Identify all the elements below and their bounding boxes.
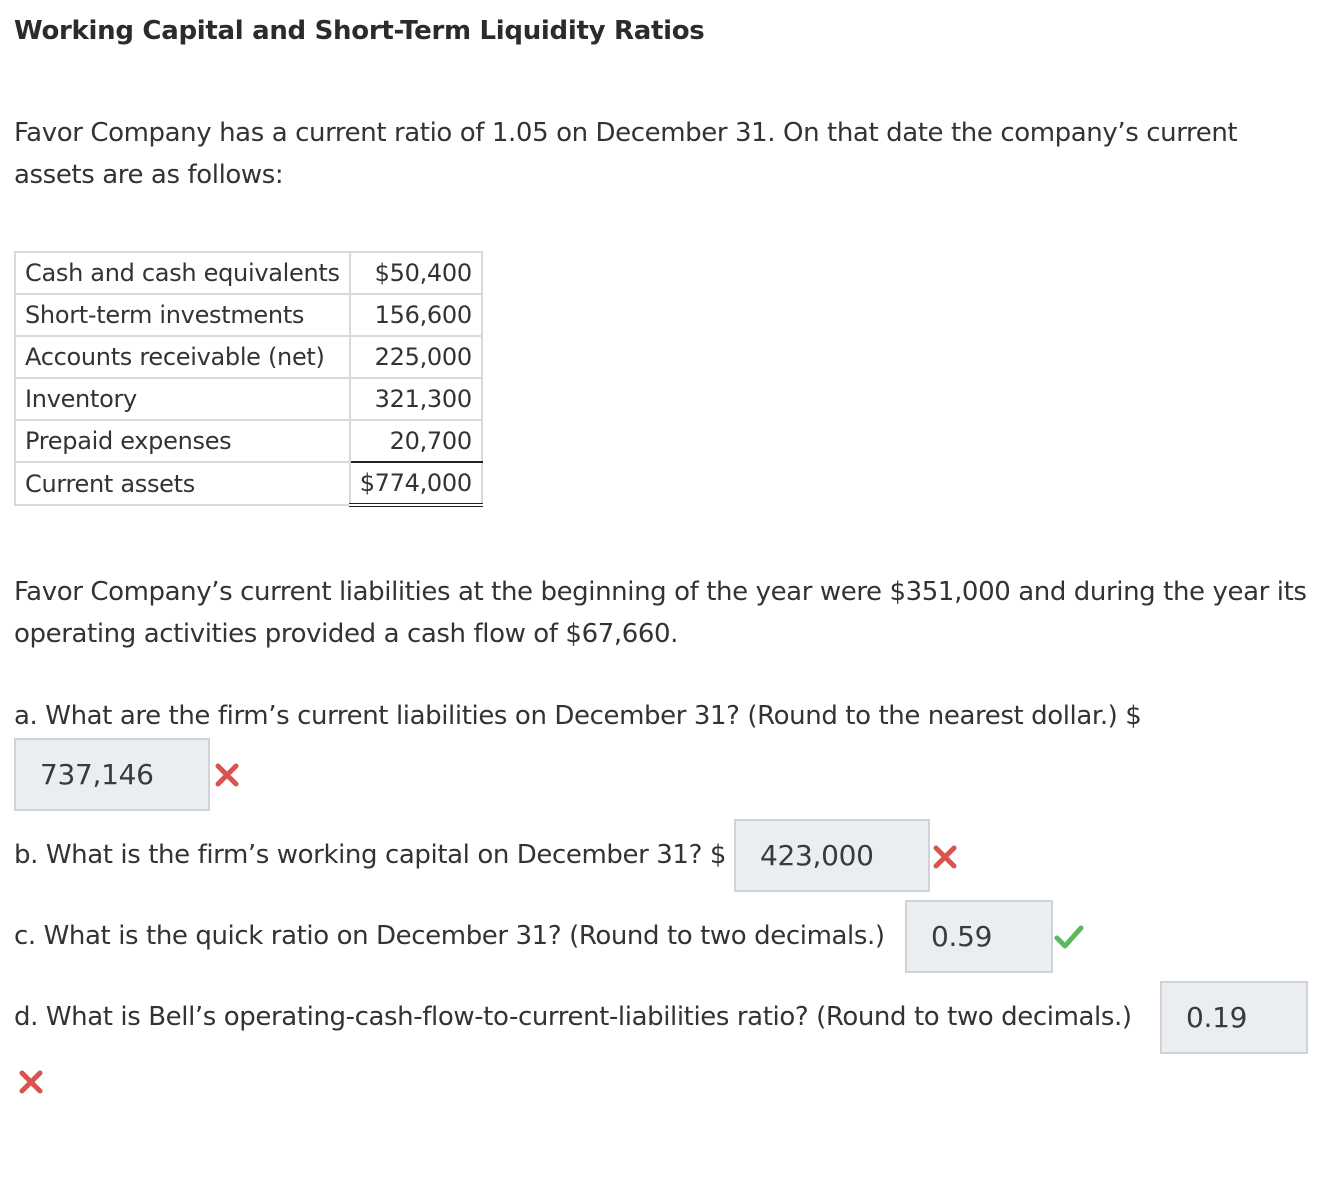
table-row [15,420,482,462]
answer-a-input[interactable]: 737,146 [14,738,210,811]
intro-paragraph: Favor Company has a current ratio of 1.05 on December 31. On that date the company’s current assets are as follows: [14,118,1238,190]
table-row [15,294,482,336]
question-a-text: a. What are the firm’s current liabilities on December 31? (Round to the nearest dollar.) $ [14,701,1142,731]
row-value: $50,400 [350,252,482,294]
total-row [15,462,482,505]
context-paragraph: Favor Company’s current liabilities at the beginning of the year were $351,000 and during the year its operating activities provided a cash flow of $67,660. [14,577,1307,649]
row-label: Short-term investments [15,294,350,336]
current-assets-table [14,251,483,507]
check-mark-icon [1053,922,1083,952]
row-value: 156,600 [350,294,482,336]
row-value: 321,300 [350,378,482,420]
row-value: 20,700 [350,420,482,462]
table-row [15,252,482,294]
question-b-text: b. What is the firm’s working capital on December 31? $ [14,840,726,870]
row-label: Accounts receivable (net) [15,336,350,378]
x-mark-icon [16,1067,46,1097]
question-c-text: c. What is the quick ratio on December 31? (Round to two decimals.) [14,921,885,951]
row-value: 225,000 [350,336,482,378]
answer-b-input[interactable]: 423,000 [734,819,930,892]
answer-d-input[interactable]: 0.19 [1160,981,1308,1054]
total-label: Current assets [15,462,350,505]
x-mark-icon [212,760,242,790]
page-title: Working Capital and Short-Term Liquidity Ratios [14,16,705,46]
table-row [15,336,482,378]
answer-c-input[interactable]: 0.59 [905,900,1053,973]
row-label: Prepaid expenses [15,420,350,462]
table-row [15,378,482,420]
total-value: $774,000 [350,462,482,505]
row-label: Inventory [15,378,350,420]
x-mark-icon [930,842,960,872]
question-d-text: d. What is Bell’s operating-cash-flow-to-current-liabilities ratio? (Round to two decimals.) [14,1002,1132,1032]
row-label: Cash and cash equivalents [15,252,350,294]
